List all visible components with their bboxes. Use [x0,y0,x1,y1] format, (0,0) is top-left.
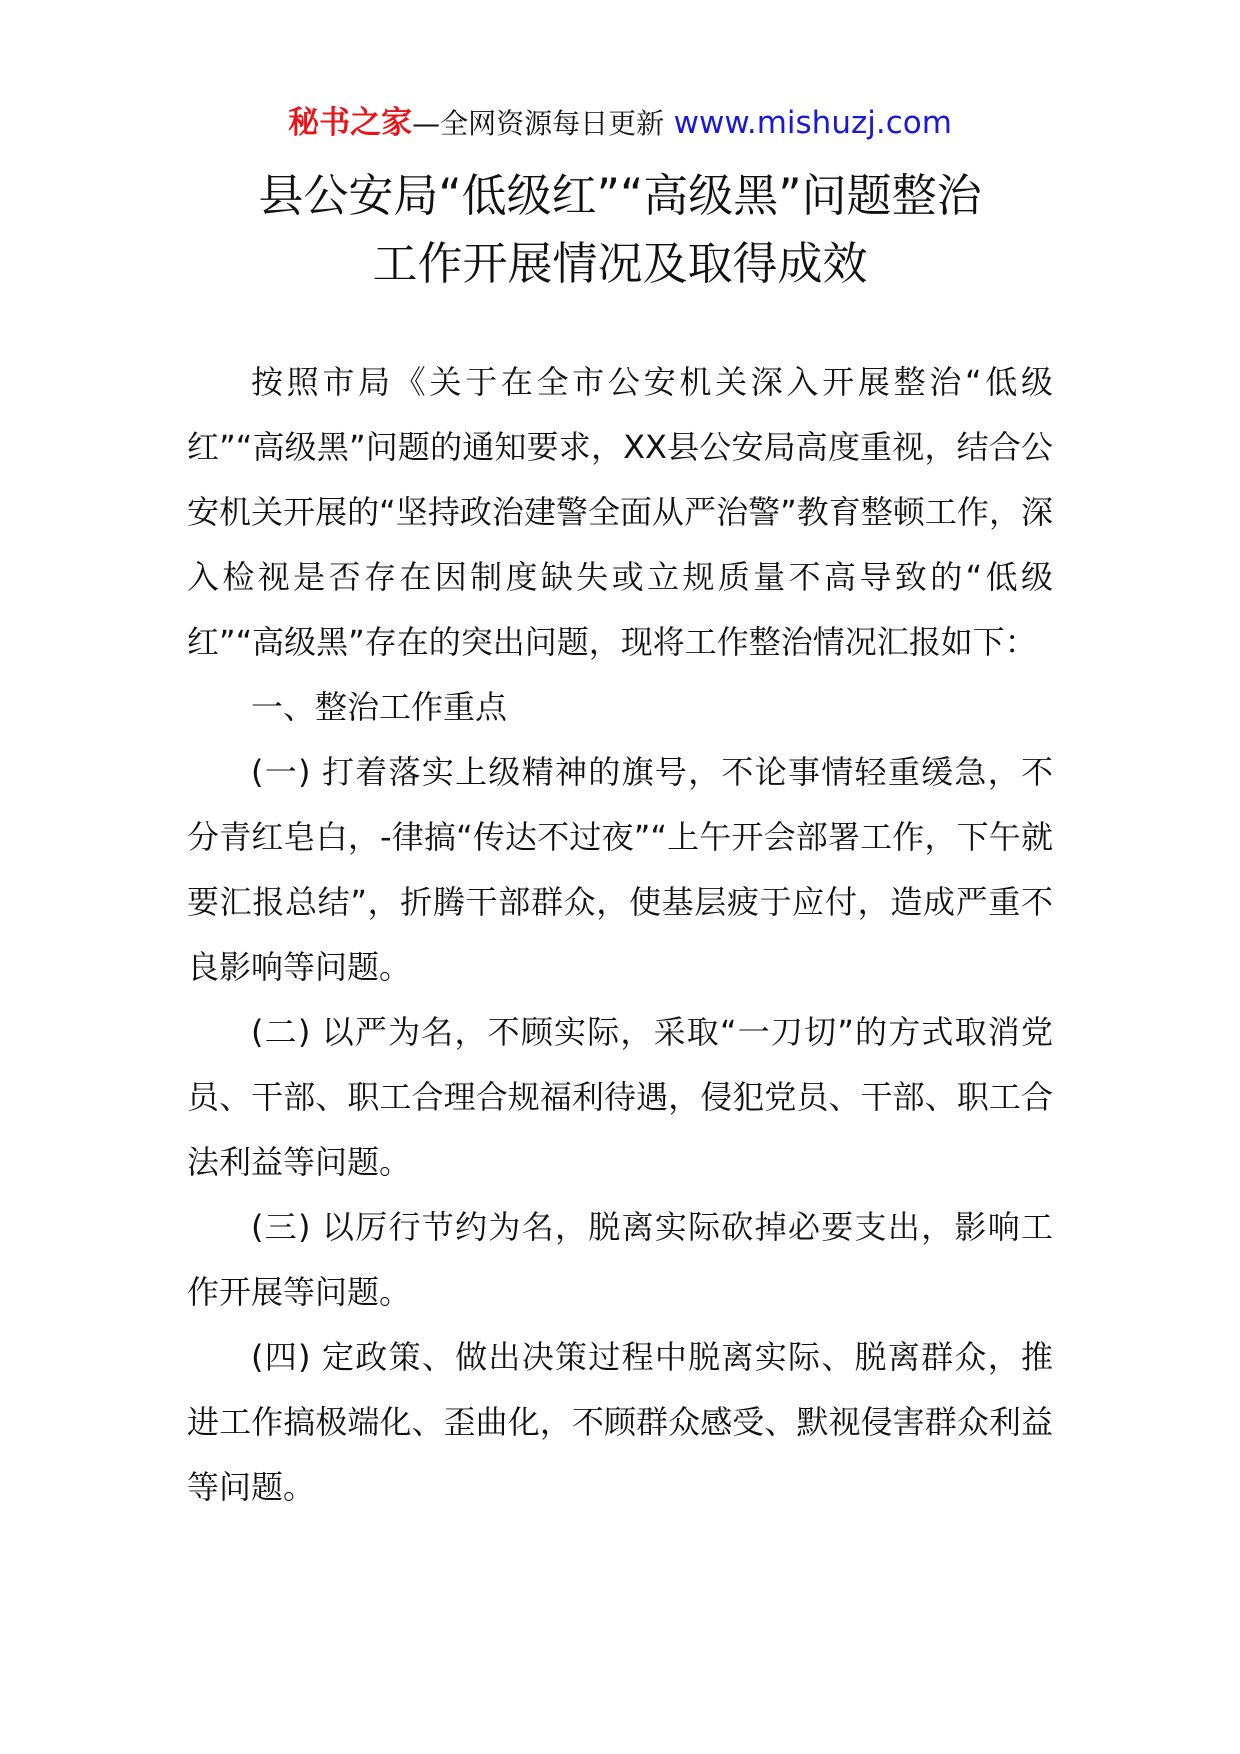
document-title-line-1: 县公安局“低级红”“高级黑”问题整治 [258,169,982,222]
section-heading: 一、整治工作重点 [251,688,508,726]
item-paragraph-3: (三) 以厉行节约为名，脱离实际砍掉必要支出，影响工作开展等问题。 [187,1208,1053,1311]
item-paragraph-4: (四) 定政策、做出决策过程中脱离实际、脱离群众，推进工作搞极端化、歪曲化，不顾群众感受、默视侵害群众利益等问题。 [187,1338,1053,1506]
document-body [187,350,1053,1520]
document-title-line-2: 工作开展情况及取得成效 [372,237,868,290]
document-title [0,162,1240,298]
site-url-link[interactable]: www.mishuzj.com [673,105,952,141]
site-tagline: —全网资源每日更新 [412,107,665,140]
site-header [0,98,1240,149]
item-paragraph-1: (一) 打着落实上级精神的旗号，不论事情轻重缓急，不分青红皂白，-律搞“传达不过夜”“上午开会部署工作，下午就要汇报总结”，折腾干部群众，使基层疲于应付，造成严重不良影响等问题。 [187,753,1053,986]
intro-paragraph: 按照市局《关于在全市公安机关深入开展整治“低级红”“高级黑”问题的通知要求，XX县公安局高度重视，结合公安机关开展的“坚持政治建警全面从严治警”教育整顿工作，深入检视是否存在因制度缺失或立规质量不高导致的“低级红”“高级黑”存在的突出问题，现将工作整治情况汇报如下： [187,363,1053,661]
site-brand: 秘书之家 [288,105,413,141]
item-paragraph-2: (二) 以严为名，不顾实际，采取“一刀切”的方式取消党员、干部、职工合理合规福利待遇，侵犯党员、干部、职工合法利益等问题。 [187,1013,1053,1181]
